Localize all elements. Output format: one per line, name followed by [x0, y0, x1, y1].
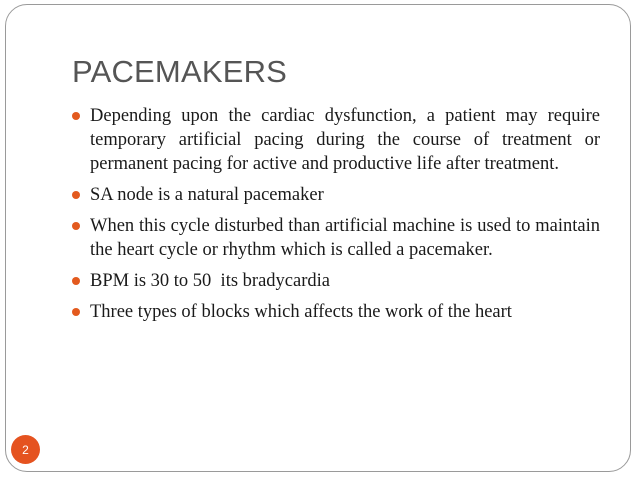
bullet-list [72, 104, 600, 331]
bullet-dot-icon [72, 308, 80, 316]
bullet-item [72, 104, 600, 176]
bullet-dot-icon [72, 222, 80, 230]
bullet-text: SA node is a natural pacemaker [90, 185, 324, 205]
slide-title: PACEMAKERS [72, 54, 288, 89]
bullet-text: Three types of blocks which affects the work of the heart [90, 302, 512, 322]
bullet-text: Depending upon the cardiac dysfunction, a patient may require temporary artificial pacing during the course of treatment or permanent pacing for active and productive life after treatment. [90, 106, 600, 174]
bullet-dot-icon [72, 191, 80, 199]
bullet-item [72, 183, 600, 207]
bullet-dot-icon [72, 277, 80, 285]
bullet-dot-icon [72, 112, 80, 120]
bullet-item [72, 269, 600, 293]
slide-number-badge: 2 [11, 435, 40, 464]
bullet-text: When this cycle disturbed than artificial machine is used to maintain the heart cycle or rhythm which is called a pacemaker. [90, 216, 600, 260]
bullet-item [72, 214, 600, 262]
bullet-item [72, 300, 600, 324]
bullet-text: BPM is 30 to 50 its bradycardia [90, 271, 330, 291]
